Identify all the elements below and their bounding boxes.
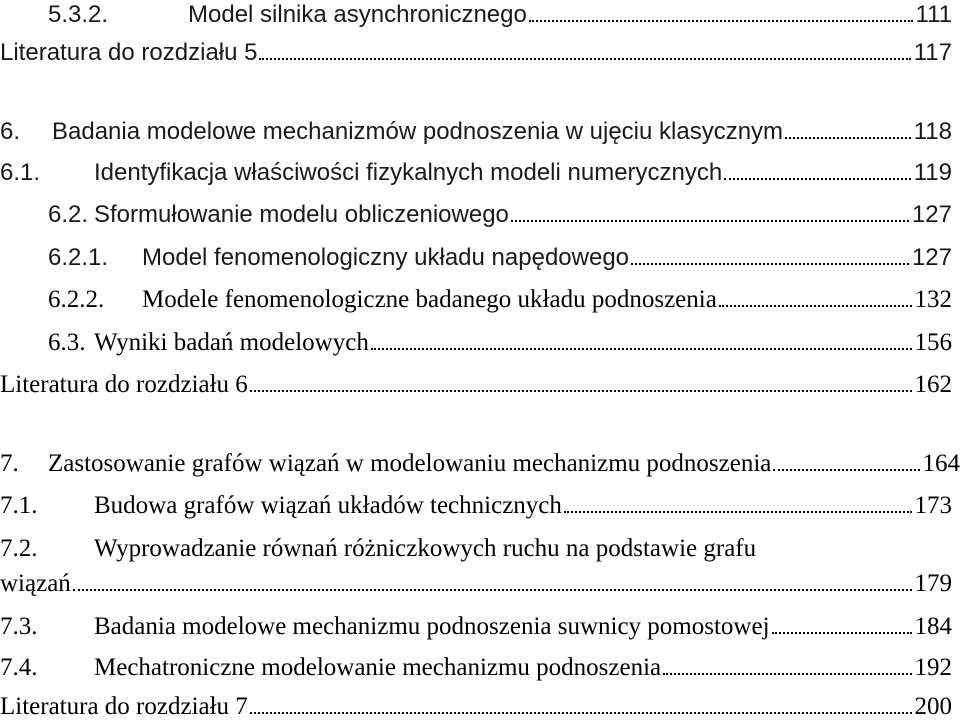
toc-entry-number: 7.1.: [0, 491, 94, 521]
toc-entry-title: Badania modelowe mechanizmu podnoszenia suwnicy pomostowej: [94, 612, 770, 642]
toc-entry-literature-6[interactable]: [0, 370, 952, 400]
toc-entry-7-2[interactable]: [0, 534, 952, 564]
toc-entry-6-2-2[interactable]: [0, 285, 952, 315]
dot-leader: [259, 58, 910, 60]
toc-entry-title: Model fenomenologiczny układu napędowego: [142, 243, 629, 273]
toc-entry-page: 200: [915, 692, 953, 722]
toc-entry-6[interactable]: [0, 117, 952, 147]
toc-entry-page: 132: [915, 285, 953, 315]
toc-entry-number: 7.2.: [0, 534, 94, 564]
toc-entry-title-continued: wiązań: [0, 569, 71, 599]
toc-entry-title: Modele fenomenologiczne badanego układu podnoszenia: [142, 285, 717, 315]
toc-entry-page: 127: [912, 200, 952, 230]
toc-entry-number: 7.4.: [0, 653, 94, 683]
toc-entry-title: Model silnika asynchronicznego: [188, 0, 527, 30]
toc-entry-page: 184: [915, 612, 953, 642]
toc-entry-number: 6.3.: [0, 328, 94, 358]
toc-entry-title: Identyfikacja właściwości fizykalnych modeli numerycznych: [94, 158, 722, 188]
dot-leader: [724, 178, 911, 180]
dot-leader: [371, 348, 912, 350]
toc-entry-title: Literatura do rozdziału 6: [0, 370, 248, 400]
dot-leader: [250, 712, 912, 714]
toc-entry-6-2-1[interactable]: [0, 243, 952, 273]
toc-entry-title: Literatura do rozdziału 7: [0, 692, 248, 722]
toc-entry-literature-7[interactable]: [0, 692, 952, 722]
toc-entry-page: 111: [916, 0, 952, 30]
toc-entry-7-3[interactable]: [0, 612, 952, 642]
toc-entry-title: Badania modelowe mechanizmów podnoszenia w ujęciu klasycznym: [52, 117, 783, 147]
toc-entry-page: 118: [914, 117, 952, 147]
dot-leader: [773, 469, 919, 471]
dot-leader: [785, 137, 911, 139]
dot-leader: [250, 390, 912, 392]
toc-entry-title: Sformułowanie modelu obliczeniowego: [94, 200, 509, 230]
toc-entry-title: Literatura do rozdziału 5: [0, 38, 257, 68]
toc-entry-5-3-2[interactable]: [0, 0, 952, 30]
toc-entry-7-4[interactable]: [0, 653, 952, 683]
dot-leader: [663, 673, 911, 675]
toc-entry-page: 164: [923, 449, 960, 479]
toc-entry-page: 119: [914, 158, 952, 188]
dot-leader: [73, 589, 912, 591]
toc-entry-6-3[interactable]: [0, 328, 952, 358]
toc-entry-page: 162: [915, 370, 953, 400]
toc-entry-page: 192: [915, 653, 953, 683]
toc-entry-number: 7.: [0, 449, 48, 479]
toc-entry-number: 6.: [0, 117, 52, 147]
toc-entry-number: 7.3.: [0, 612, 94, 642]
toc-entry-page: 127: [912, 243, 952, 273]
toc-entry-title: Zastosowanie grafów wiązań w modelowaniu mechanizmu podnoszenia: [48, 449, 771, 479]
toc-entry-title: Wyniki badań modelowych: [94, 328, 369, 358]
toc-entry-page: 156: [915, 328, 953, 358]
dot-leader: [772, 632, 912, 634]
toc-entry-page: 179: [915, 569, 953, 599]
toc-entry-number: 6.1.: [0, 158, 94, 188]
toc-entry-7-2-continued[interactable]: [0, 569, 952, 599]
toc-entry-title: Mechatroniczne modelowanie mechanizmu podnoszenia: [94, 653, 661, 683]
toc-entry-7[interactable]: [0, 449, 960, 479]
toc-entry-number: 6.2.2.: [0, 285, 142, 315]
toc-entry-number: 6.2.1.: [0, 243, 142, 273]
toc-entry-6-2[interactable]: [0, 200, 952, 230]
toc-entry-number: 5.3.2.: [0, 0, 188, 30]
toc-entry-number: 6.2.: [0, 200, 94, 230]
dot-leader: [564, 511, 912, 513]
toc-entry-page: 117: [914, 38, 952, 68]
dot-leader: [529, 20, 913, 22]
toc-entry-7-1[interactable]: [0, 491, 952, 521]
toc-entry-literature-5[interactable]: [0, 38, 952, 68]
dot-leader: [719, 305, 912, 307]
toc-entry-6-1[interactable]: [0, 158, 952, 188]
toc-entry-page: 173: [915, 491, 953, 521]
dot-leader: [631, 263, 909, 265]
dot-leader: [511, 220, 909, 222]
toc-entry-title: Wyprowadzanie równań różniczkowych ruchu na podstawie grafu: [94, 534, 756, 564]
toc-entry-title: Budowa grafów wiązań układów technicznych: [94, 491, 562, 521]
